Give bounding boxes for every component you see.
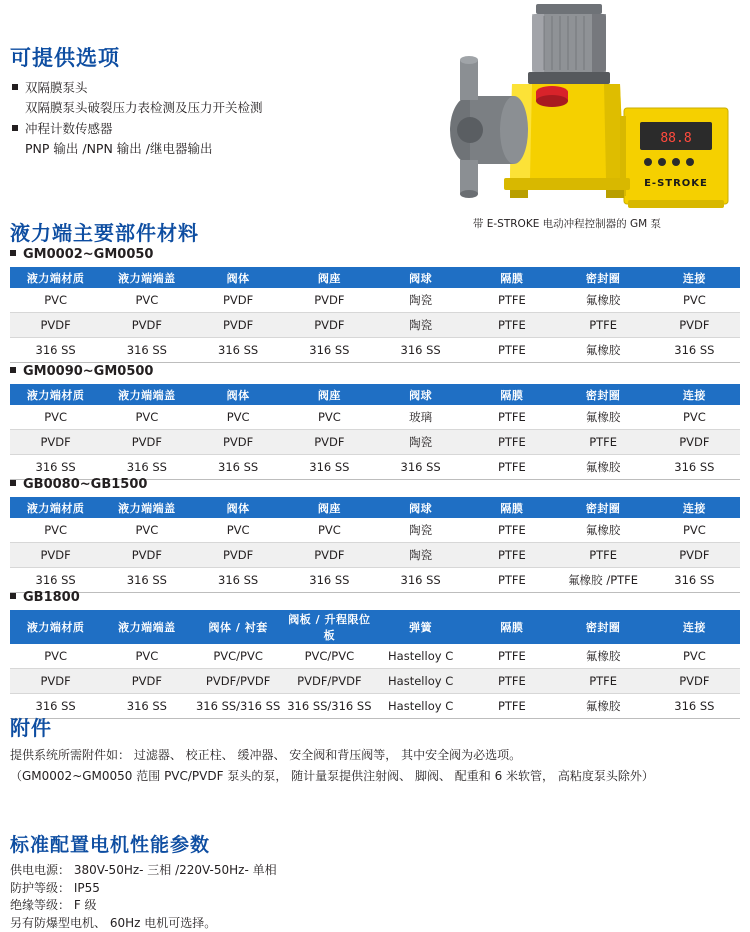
cell: PVDF — [10, 543, 101, 568]
cell: PVC/PVC — [193, 644, 284, 669]
column-header: 阀座 — [284, 267, 375, 288]
cell: 玻璃 — [375, 405, 466, 430]
cell: PTFE — [466, 455, 557, 480]
table-row — [10, 313, 740, 338]
cell: PVC — [10, 288, 101, 313]
cell: 氟橡胶 — [558, 518, 649, 543]
cell: 316 SS — [649, 455, 740, 480]
cell: PVDF — [284, 543, 375, 568]
cell: 氟橡胶 /PTFE — [558, 568, 649, 593]
cell: 316 SS — [193, 455, 284, 480]
materials-group — [10, 364, 740, 480]
cell: PTFE — [466, 694, 557, 719]
column-header: 阀球 — [375, 384, 466, 405]
cell: PVC — [649, 405, 740, 430]
cell: PTFE — [466, 669, 557, 694]
pump-product-image — [392, 0, 750, 232]
table-row — [10, 694, 740, 719]
cell: PTFE — [466, 543, 557, 568]
cell: PVC — [101, 644, 192, 669]
options-list — [12, 78, 432, 158]
accessories-line: （GM0002~GM0050 范围 PVC/PVDF 泵头的泵， 随计量泵提供注射阀、 脚阀、 配重和 6 米软管， 高粘度泵头除外） — [10, 766, 710, 787]
column-header: 隔膜 — [466, 384, 557, 405]
cell: PVDF — [284, 313, 375, 338]
option-label: 双隔膜泵头 — [25, 80, 88, 95]
column-header: 密封圈 — [558, 384, 649, 405]
cell: 陶瓷 — [375, 518, 466, 543]
cell: 316 SS — [10, 455, 101, 480]
table-row — [10, 644, 740, 669]
motor-line: 防护等级： IP55 — [10, 880, 610, 898]
cell: PVDF — [101, 543, 192, 568]
group-label — [10, 477, 740, 492]
brand-text: E-STROKE — [644, 178, 708, 189]
cell: PVDF/PVDF — [193, 669, 284, 694]
cell: PVDF — [649, 313, 740, 338]
materials-section-title: 液力端主要部件材料 — [10, 217, 199, 246]
table-row — [10, 455, 740, 480]
pump-illustration — [392, 0, 750, 232]
cell: 316 SS — [284, 338, 375, 363]
cell: 316 SS — [10, 694, 101, 719]
column-header: 隔膜 — [466, 267, 557, 288]
column-header: 液力端端盖 — [101, 384, 192, 405]
cell: PVDF — [193, 288, 284, 313]
column-header: 液力端端盖 — [101, 610, 192, 644]
table-row — [10, 669, 740, 694]
cell: PTFE — [466, 568, 557, 593]
materials-group — [10, 477, 740, 593]
materials-table — [10, 267, 740, 363]
motor-line: 供电电源： 380V-50Hz- 三相 /220V-50Hz- 单相 — [10, 862, 610, 880]
cell: PVDF — [10, 313, 101, 338]
motor-section-title: 标准配置电机性能参数 — [10, 830, 210, 857]
cell: 氟橡胶 — [558, 288, 649, 313]
cell: 316 SS — [193, 338, 284, 363]
cell: PVC/PVC — [284, 644, 375, 669]
cell: PVDF — [284, 430, 375, 455]
column-header: 连接 — [649, 384, 740, 405]
cell: 316 SS — [193, 568, 284, 593]
cell: 316 SS — [375, 455, 466, 480]
table-header-row — [10, 497, 740, 518]
cell: PTFE — [466, 644, 557, 669]
cell: 316 SS — [375, 338, 466, 363]
column-header: 连接 — [649, 497, 740, 518]
cell: PVC — [10, 644, 101, 669]
cell: PVC — [10, 518, 101, 543]
cell: 316 SS — [101, 455, 192, 480]
group-label — [10, 590, 740, 605]
table-header-row — [10, 267, 740, 288]
list-item — [12, 78, 432, 97]
cell: PVC — [284, 518, 375, 543]
table-header-row — [10, 384, 740, 405]
cell: Hastelloy C — [375, 644, 466, 669]
cell: PVC — [284, 405, 375, 430]
group-name: GM0090~GM0500 — [23, 364, 153, 379]
cell: PTFE — [558, 543, 649, 568]
materials-table — [10, 610, 740, 719]
cell: PVC — [101, 288, 192, 313]
materials-group — [10, 590, 740, 719]
column-header: 连接 — [649, 267, 740, 288]
column-header: 密封圈 — [558, 267, 649, 288]
cell: PVC — [193, 518, 284, 543]
cell: PVC — [649, 288, 740, 313]
group-name: GB1800 — [23, 590, 80, 605]
controller-display-value: 88.8 — [660, 131, 691, 146]
column-header: 液力端端盖 — [101, 497, 192, 518]
cell: PVDF — [10, 669, 101, 694]
cell: PVDF — [193, 313, 284, 338]
table-row — [10, 338, 740, 363]
motor-line: 另有防爆型电机、 60Hz 电机可选择。 — [10, 915, 610, 932]
cell: PVDF — [101, 313, 192, 338]
cell: 316 SS — [649, 694, 740, 719]
cell: PVC — [101, 518, 192, 543]
accessories-section-title: 附件 — [10, 712, 52, 741]
cell: 316 SS — [649, 338, 740, 363]
cell: 316 SS — [10, 338, 101, 363]
materials-group — [10, 247, 740, 363]
cell: 陶瓷 — [375, 430, 466, 455]
column-header: 密封圈 — [558, 610, 649, 644]
cell: PTFE — [558, 313, 649, 338]
cell: Hastelloy C — [375, 669, 466, 694]
bullet-icon — [10, 593, 16, 599]
cell: PVC — [649, 644, 740, 669]
column-header: 阀体 — [193, 497, 284, 518]
bullet-icon — [10, 480, 16, 486]
cell: 氟橡胶 — [558, 405, 649, 430]
cell: 陶瓷 — [375, 313, 466, 338]
group-name: GB0080~GB1500 — [23, 477, 147, 492]
accessories-line: 提供系统所需附件如： 过滤器、 校正柱、 缓冲器、 安全阀和背压阀等， 其中安全阀为必选项。 — [10, 745, 710, 766]
cell: PVDF/PVDF — [284, 669, 375, 694]
table-row — [10, 543, 740, 568]
cell: 316 SS/316 SS — [284, 694, 375, 719]
table-row — [10, 568, 740, 593]
group-label — [10, 364, 740, 379]
cell: Hastelloy C — [375, 694, 466, 719]
cell: 316 SS — [101, 694, 192, 719]
cell: PVDF — [649, 430, 740, 455]
cell: 陶瓷 — [375, 288, 466, 313]
cell: PVDF — [101, 430, 192, 455]
column-header: 液力端材质 — [10, 497, 101, 518]
table-row — [10, 518, 740, 543]
column-header: 阀座 — [284, 384, 375, 405]
cell: 316 SS — [10, 568, 101, 593]
cell: PVDF — [284, 288, 375, 313]
column-header: 阀体 — [193, 384, 284, 405]
list-item — [12, 119, 432, 138]
cell: PTFE — [466, 430, 557, 455]
cell: 氟橡胶 — [558, 338, 649, 363]
cell: PVC — [10, 405, 101, 430]
option-label: 冲程计数传感器 — [25, 121, 113, 136]
column-header: 液力端材质 — [10, 384, 101, 405]
cell: PVC — [193, 405, 284, 430]
group-label — [10, 247, 740, 262]
table-row — [10, 288, 740, 313]
column-header: 液力端材质 — [10, 267, 101, 288]
option-sub-text: PNP 输出 /NPN 输出 /继电器输出 — [12, 139, 432, 158]
cell: PVDF — [193, 430, 284, 455]
table-header-row — [10, 610, 740, 644]
cell: 氟橡胶 — [558, 644, 649, 669]
column-header: 阀体 / 衬套 — [193, 610, 284, 644]
cell: 氟橡胶 — [558, 455, 649, 480]
cell: PVDF — [101, 669, 192, 694]
materials-table — [10, 497, 740, 593]
cell: PVC — [649, 518, 740, 543]
options-section-title: 可提供选项 — [10, 42, 120, 72]
cell: PTFE — [466, 338, 557, 363]
cell: 316 SS — [375, 568, 466, 593]
table-row — [10, 430, 740, 455]
cell: 氟橡胶 — [558, 694, 649, 719]
cell: PTFE — [466, 288, 557, 313]
cell: PTFE — [466, 518, 557, 543]
accessories-body — [10, 745, 710, 787]
cell: PVDF — [193, 543, 284, 568]
column-header: 密封圈 — [558, 497, 649, 518]
cell: 316 SS — [101, 338, 192, 363]
column-header: 弹簧 — [375, 610, 466, 644]
cell: 316 SS — [101, 568, 192, 593]
cell: 陶瓷 — [375, 543, 466, 568]
cell: PTFE — [466, 313, 557, 338]
cell: PVDF — [649, 543, 740, 568]
bullet-icon — [12, 125, 18, 131]
cell: PTFE — [558, 669, 649, 694]
cell: PVDF — [649, 669, 740, 694]
materials-table — [10, 384, 740, 480]
motor-body — [10, 862, 610, 932]
column-header: 阀球 — [375, 267, 466, 288]
column-header: 阀座 — [284, 497, 375, 518]
cell: PVDF — [10, 430, 101, 455]
column-header: 隔膜 — [466, 610, 557, 644]
cell: 316 SS — [284, 455, 375, 480]
cell: 316 SS/316 SS — [193, 694, 284, 719]
cell: PVC — [101, 405, 192, 430]
column-header: 阀球 — [375, 497, 466, 518]
bullet-icon — [12, 84, 18, 90]
cell: PTFE — [558, 430, 649, 455]
option-sub-text: 双隔膜泵头破裂压力表检测及压力开关检测 — [12, 98, 432, 117]
column-header: 液力端端盖 — [101, 267, 192, 288]
cell: 316 SS — [649, 568, 740, 593]
cell: 316 SS — [284, 568, 375, 593]
motor-line: 绝缘等级： F 级 — [10, 897, 610, 915]
column-header: 阀体 — [193, 267, 284, 288]
group-name: GM0002~GM0050 — [23, 247, 153, 262]
bullet-icon — [10, 250, 16, 256]
figure-caption: 带 E-STROKE 电动冲程控制器的 GM 泵 — [392, 216, 742, 231]
bullet-icon — [10, 367, 16, 373]
column-header: 液力端材质 — [10, 610, 101, 644]
table-row — [10, 405, 740, 430]
column-header: 隔膜 — [466, 497, 557, 518]
column-header: 阀板 / 升程限位板 — [284, 610, 375, 644]
cell: PTFE — [466, 405, 557, 430]
column-header: 连接 — [649, 610, 740, 644]
